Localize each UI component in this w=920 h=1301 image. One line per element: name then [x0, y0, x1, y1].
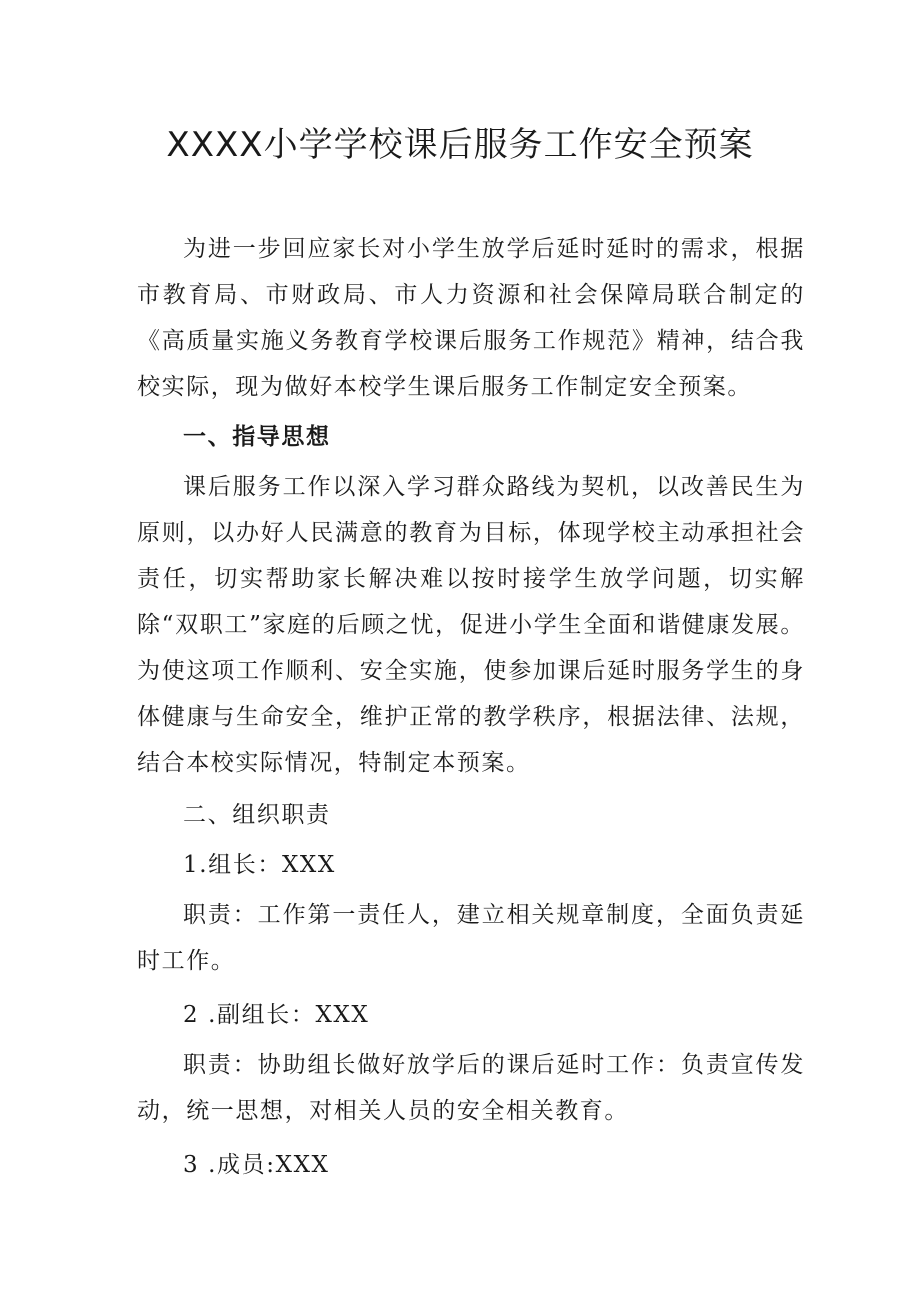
deputy-leader-line: 2 .副组长：XXX	[183, 1002, 370, 1028]
leader-duty-paragraph: 职责：工作第一责任人，建立相关规章制度，全面负责延时工作。	[137, 902, 805, 974]
document-title: XXXX小学学校课后服务工作安全预案	[166, 125, 754, 165]
leader-line: 1.组长：XXX	[183, 852, 336, 878]
document-body	[137, 226, 805, 1188]
section-heading-organization: 二、组织职责	[183, 802, 331, 828]
deputy-leader-duty-paragraph: 职责：协助组长做好放学后的课后延时工作：负责宣传发动，统一思想，对相关人员的安全相关教育。	[137, 1052, 805, 1124]
guiding-ideology-paragraph: 课后服务工作以深入学习群众路线为契机，以改善民生为原则，以办好人民满意的教育为目标，体现学校主动承担社会责任，切实帮助家长解决难以按时接学生放学问题，切实解除“双职工”家庭的后顾之忧，促进小学生全面和谐健康发展。为使这项工作顺利、安全实施，使参加课后延时服务学生的身体健康与生命安全，维护正常的教学秩序，根据法律、法规，结合本校实际情况，特制定本预案。	[137, 474, 805, 776]
intro-paragraph: 为进一步回应家长对小学生放学后延时延时的需求，根据市教育局、市财政局、市人力资源和社会保障局联合制定的《高质量实施义务教育学校课后服务工作规范》精神，结合我校实际，现为做好本校学生课后服务工作制定安全预案。	[137, 236, 805, 400]
members-line: 3 .成员:XXX	[183, 1152, 330, 1178]
section-heading-guiding-ideology: 一、指导思想	[183, 424, 331, 450]
